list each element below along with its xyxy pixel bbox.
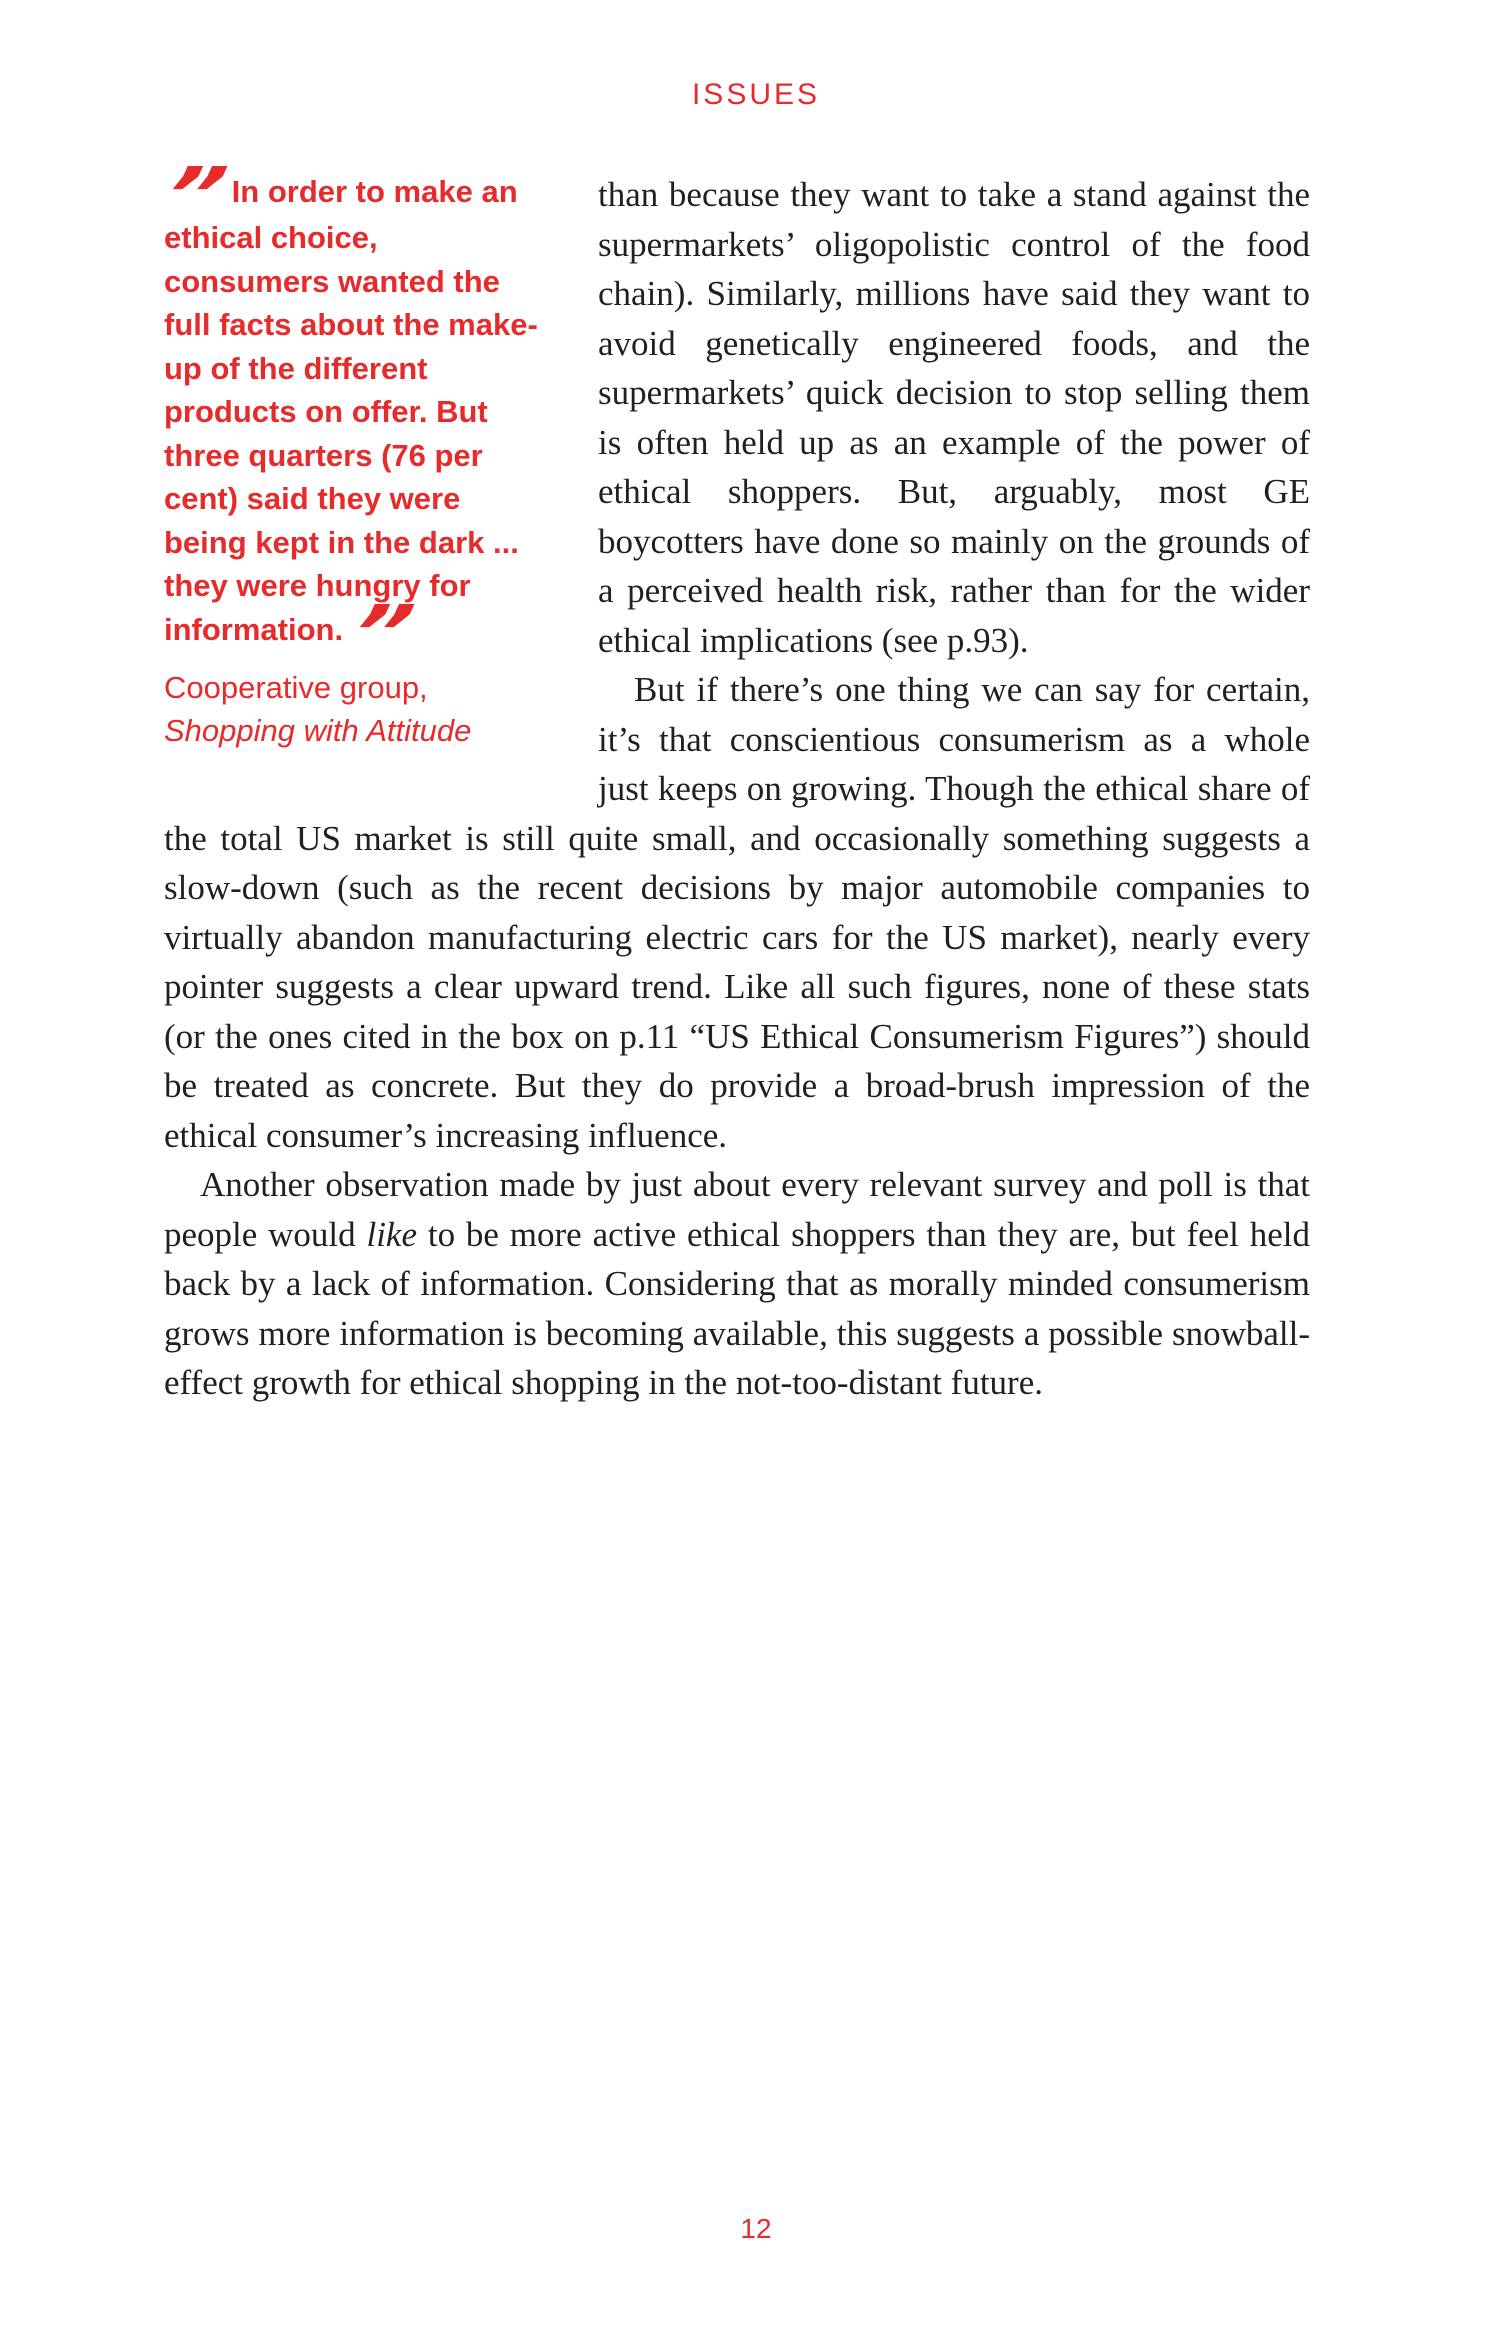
body-paragraph-3 — [164, 1160, 1310, 1408]
quote-text-block — [155, 152, 544, 676]
running-head: ISSUES — [691, 78, 821, 111]
body-paragraph-1: than because they want to take a stand against the supermarkets’ oligopolistic control of the food chain). Similarly, millions have said they want to avoid genetically engineered foods, and the supermarkets’ quick decision to stop selling them is often held up as an example of the power of ethical shoppers. But, arguably, most GE boycotters have done so mainly on the grounds of a perceived health risk, rather than for the wider ethical implications (see p.93). — [598, 175, 1310, 660]
quote-text: In order to make an ethical choice, consumers wanted the full facts about the make-up of the different products on offer. But three quarters (76 per cent) said they were being kept in the dark ... they were hungry for information. — [164, 174, 538, 647]
paragraph-3-text-end: to be more active ethical shoppers than they are, but feel held back by a lack of information. Considering that as morally minded consumerism grows more information is becoming available, this suggests a possible snowball-effect growth for ethical shopping in the not-too-distant future. — [164, 1214, 1310, 1402]
emphasis-like: like — [366, 1214, 418, 1254]
quote-source-title: Shopping with Attitude — [164, 713, 472, 748]
close-quote-icon: ” — [342, 589, 421, 676]
quote-source: Cooperative group, — [164, 669, 428, 705]
open-quote-icon: ” — [155, 152, 234, 238]
quote-attribution — [164, 666, 544, 753]
pull-quote — [155, 152, 544, 753]
page-number: 12 — [740, 2213, 772, 2244]
paragraph-3-text-start: Another observation made by just about every relevant survey and poll is that people would — [164, 1165, 1310, 1254]
body-paragraph-2: But if there’s one thing we can say for certain, it’s that conscientious consumerism as a whole just keeps on growing. Though the ethical share of the total US market is still quite small, and occasionally something suggests a slow-down (such as the recent decisions by major automobile companies to virtually abandon manufacturing electric cars for the US market), nearly every pointer suggests a clear upward trend. Like all such figures, none of these stats (or the ones cited in the box on p.11 “US Ethical Consumerism Figures”) should be treated as concrete. But they do provide a broad-brush impression of the ethical consumer’s increasing influence. — [164, 670, 1310, 1155]
